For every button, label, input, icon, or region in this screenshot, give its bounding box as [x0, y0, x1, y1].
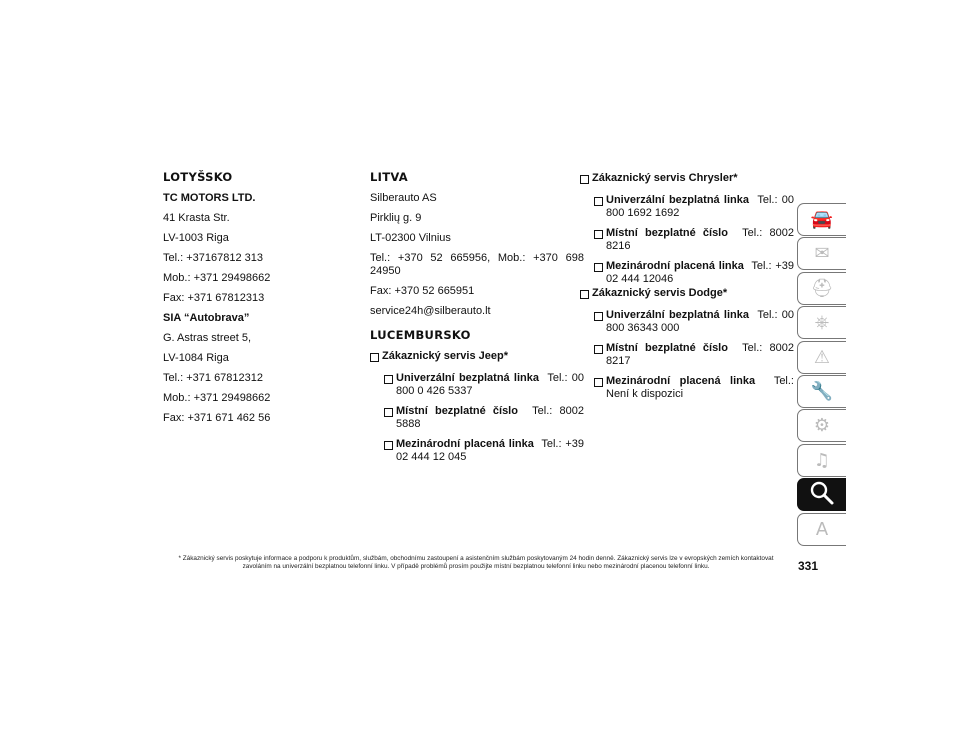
car-warning-icon: ⚠: [813, 346, 831, 368]
checkbox-square-icon: [384, 408, 393, 417]
tab-index-az[interactable]: [797, 513, 846, 546]
service-line-label: Univerzální bezplatná linka: [606, 194, 749, 206]
address-line: Fax: +370 52 665951: [370, 285, 475, 297]
heading-luxembourg: LUCEMBURSKO: [370, 328, 471, 342]
service-line-label: Místní bezplatné číslo: [606, 227, 728, 239]
service-line-label: Mezinárodní placená linka: [606, 260, 744, 272]
checkbox-square-icon: [594, 345, 603, 354]
tab-safety-airbag[interactable]: [797, 272, 846, 305]
checkbox-square-icon: [580, 175, 589, 184]
heading-lithuania: LITVA: [370, 170, 408, 184]
service-line-value: Tel.: 00 800 0 426 5337: [396, 372, 584, 397]
address-line: Mob.: +371 29498662: [163, 272, 271, 284]
service-line-value: Tel.: 8002 8217: [606, 342, 795, 367]
dashboard-lights-icon: ✉: [814, 243, 830, 265]
address-line: Fax: +371 671 462 56: [163, 412, 271, 424]
service-line-label: Místní bezplatné číslo: [606, 342, 728, 354]
address-line: Tel.: +370 52 665956, Mob.: +370 698 24950: [370, 252, 584, 277]
tab-car-info[interactable]: [797, 203, 846, 236]
address-line: TC MOTORS LTD.: [163, 192, 256, 204]
service-line-value: Tel.: 8002 5888: [396, 405, 585, 430]
service-line-label: Mezinárodní placená linka: [396, 438, 534, 450]
column-lithuania-luxembourg: [370, 170, 584, 471]
tab-search[interactable]: [797, 478, 846, 511]
address-line: LT-02300 Vilnius: [370, 232, 451, 244]
address-line: Tel.: +37167812 313: [163, 252, 264, 264]
service-line: [594, 260, 794, 286]
checkbox-square-icon: [594, 378, 603, 387]
address-line: Tel.: +371 67812312: [163, 372, 264, 384]
address-line: Pirklių g. 9: [370, 212, 422, 224]
address-line: Silberauto AS: [370, 192, 437, 204]
service-line-value: Tel.: +39 02 444 12046: [606, 260, 794, 285]
address-line: G. Astras street 5,: [163, 332, 252, 344]
column-services: [580, 172, 794, 408]
address-line: Mob.: +371 29498662: [163, 392, 271, 404]
address-line: Fax: +371 67812313: [163, 292, 265, 304]
checkbox-square-icon: [384, 375, 393, 384]
tab-steering-wheel-key[interactable]: [797, 306, 846, 339]
service-line-label: Mezinárodní placená linka: [606, 375, 756, 387]
checkbox-square-icon: [594, 263, 603, 272]
service-line-value: Tel.: +39 02 444 12 045: [396, 438, 584, 463]
search-icon: [809, 480, 835, 509]
checkbox-square-icon: [580, 290, 589, 299]
service-title-text: Zákaznický servis Jeep*: [382, 350, 508, 362]
car-info-icon: 🚘: [810, 209, 834, 230]
service-line: [594, 194, 794, 220]
checkbox-square-icon: [370, 353, 379, 362]
tab-multimedia[interactable]: [797, 444, 846, 477]
service-line-label: Univerzální bezplatná linka: [396, 372, 539, 384]
index-az-icon: A: [815, 518, 829, 540]
address-line: LV-1084 Riga: [163, 352, 229, 364]
service-line-value: Tel.: 00 800 36343 000: [606, 309, 794, 334]
service-line-value: Tel.: 8002 8216: [606, 227, 795, 252]
service-line-label: Místní bezplatné číslo: [396, 405, 518, 417]
service-line-label: Univerzální bezplatná linka: [606, 309, 749, 321]
service-line-value: Tel.: 00 800 1692 1692: [606, 194, 794, 219]
car-service-icon: 🔧: [810, 381, 834, 402]
safety-airbag-icon: ⛑: [810, 277, 834, 299]
service-title-text: Zákaznický servis Chrysler*: [592, 172, 738, 184]
checkbox-square-icon: [594, 312, 603, 321]
heading-latvia: LOTYŠSKO: [163, 170, 233, 184]
checkbox-square-icon: [594, 230, 603, 239]
address-line: LV-1003 Riga: [163, 232, 229, 244]
specifications-gear-icon: ⚙: [813, 415, 831, 437]
checkbox-square-icon: [384, 441, 393, 450]
tab-car-warning[interactable]: [797, 341, 846, 374]
tab-dashboard-lights[interactable]: [797, 237, 846, 270]
address-line: 41 Krasta Str.: [163, 212, 230, 224]
page-number: 331: [798, 559, 819, 573]
checkbox-square-icon: [594, 197, 603, 206]
service-line: [594, 227, 794, 253]
address-line: SIA “Autobrava”: [163, 312, 250, 324]
service-title: [580, 287, 794, 300]
tab-car-service[interactable]: [797, 375, 846, 408]
steering-wheel-key-icon: ⎈: [814, 312, 830, 334]
service-line: [384, 372, 584, 398]
service-line: [594, 309, 794, 335]
footnote: * Zákaznický servis poskytuje informace a podporu k produktům, službám, obchodnímu zastoupení a asistenčním službám poskytovaným 24 hodin denně. Zákaznický servis lze v evropských zemích kontaktovat zavoláním na univerzální bezplatnou telefonní linku. V případě problémů prosím použijte místní bezplatnou telefonní linku nebo mezinárodní placenou telefonní linku.: [178, 555, 774, 570]
service-title: [580, 172, 794, 185]
address-line: service24h@silberauto.lt: [370, 305, 491, 317]
tab-specifications-gear[interactable]: [797, 409, 846, 442]
service-title: [370, 350, 584, 363]
service-line-value: Tel.: Není k dispozici: [606, 375, 794, 400]
service-line: [384, 438, 584, 464]
service-title-text: Zákaznický servis Dodge*: [592, 287, 728, 299]
service-line: [384, 405, 584, 431]
multimedia-icon: ♫: [813, 449, 831, 471]
column-latvia: [163, 170, 377, 432]
service-line: [594, 375, 794, 401]
service-line: [594, 342, 794, 368]
